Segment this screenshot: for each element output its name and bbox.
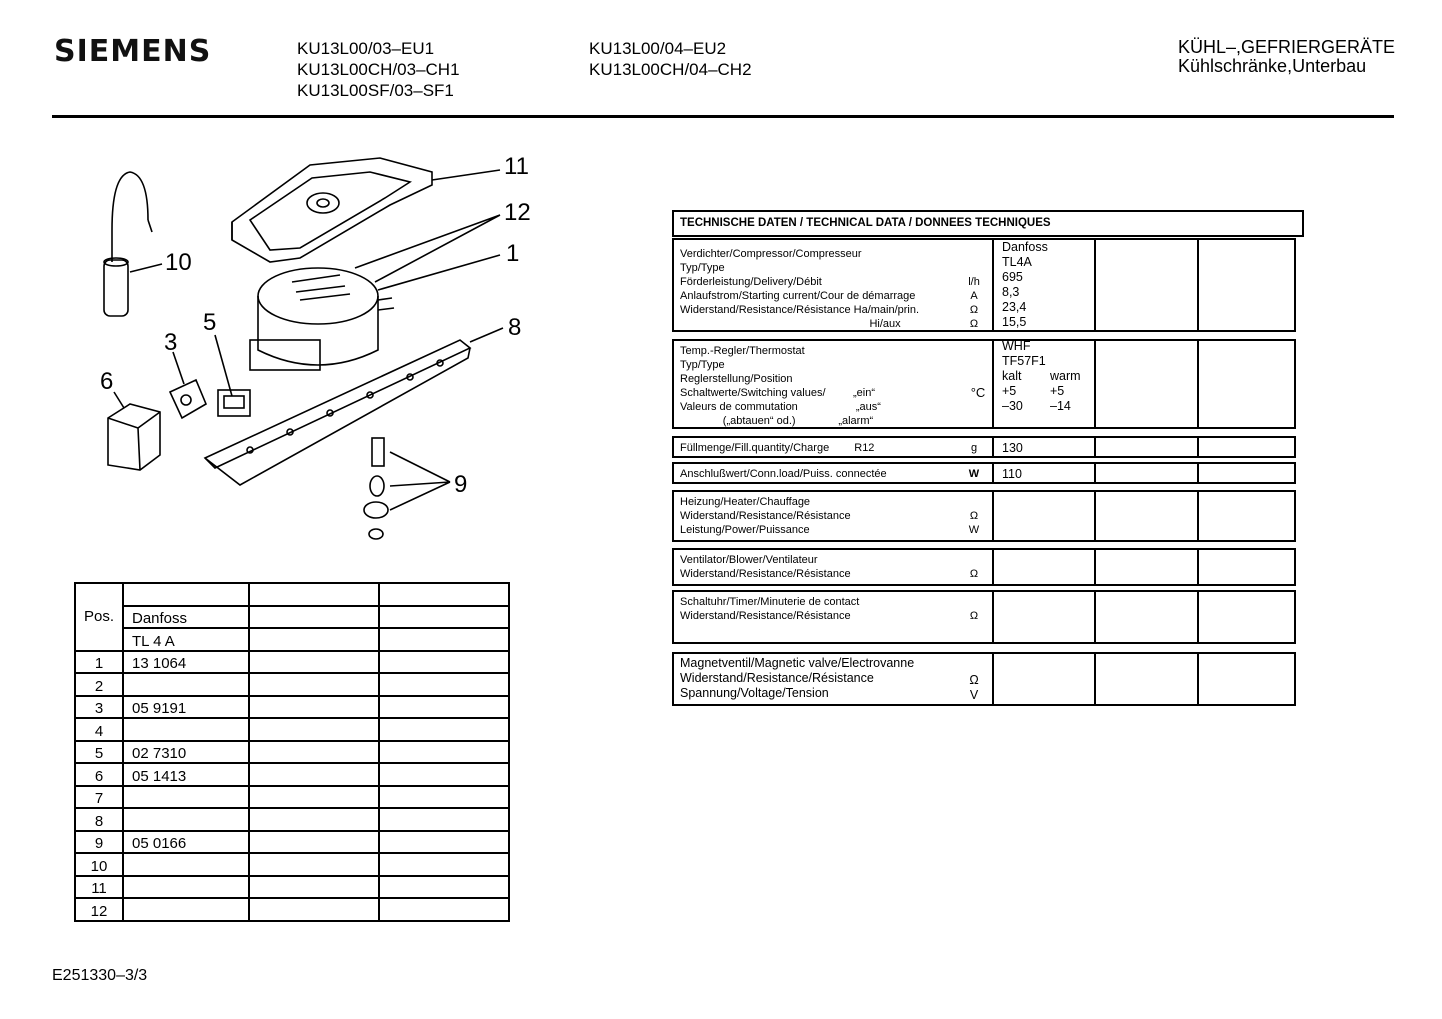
timer-block (672, 590, 1296, 644)
table-cell (249, 786, 379, 809)
table-cell (249, 718, 379, 741)
label-text: Füllmenge/Fill.quantity/Charge (680, 442, 830, 454)
unit: W (968, 468, 980, 480)
callout-label: 8 (508, 314, 522, 341)
column-divider (1094, 654, 1096, 704)
overload-protector-part (218, 390, 250, 416)
table-cell (379, 853, 509, 876)
unit: Ω (969, 673, 979, 687)
column-divider (992, 550, 994, 584)
label-text: Anschlußwert/Conn.load/Puiss. connectée (680, 468, 887, 480)
column-divider (992, 341, 994, 427)
label-text: Schaltuhr/Timer/Minuterie de contact (680, 596, 860, 608)
table-row (75, 831, 509, 854)
charge-block (672, 436, 1296, 458)
callout-label: 9 (454, 471, 468, 498)
column-divider (992, 438, 994, 456)
thermostat-values (1002, 339, 1081, 414)
table-cell (249, 696, 379, 719)
label-text: Schaltwerte/Switching values/ „ein“ (680, 387, 876, 399)
label-text: Widerstand/Resistance/Résistance (680, 510, 851, 522)
table-cell (249, 853, 379, 876)
part-number-cell (123, 673, 249, 696)
category (1178, 38, 1395, 76)
table-row (75, 763, 509, 786)
charge-label (680, 441, 874, 455)
column-divider (1197, 240, 1199, 330)
unit: Ω (969, 304, 979, 316)
document-code: E251330–3/3 (52, 967, 148, 984)
column-divider (1197, 654, 1199, 704)
value: 8,3 (1002, 285, 1020, 299)
callout-label: 3 (164, 329, 178, 356)
timer-labels (680, 595, 859, 623)
label-text: Valeurs de commutation „aus“ (680, 401, 881, 413)
connected-load-block (672, 462, 1296, 484)
value: TF57F1 (1002, 354, 1046, 368)
model-list-2 (589, 38, 752, 80)
pos-cell: 8 (75, 808, 123, 831)
unit: Ω (969, 318, 979, 330)
brand-cell: Danfoss (123, 606, 249, 629)
model-list-1 (297, 38, 460, 101)
brand-logo: SIEMENS (54, 34, 212, 69)
pos-cell: 12 (75, 898, 123, 921)
table-cell (379, 898, 509, 921)
unit: W (968, 524, 980, 536)
table-row (75, 651, 509, 674)
table-cell (123, 583, 249, 606)
column-divider (1197, 550, 1199, 584)
table-cell (249, 763, 379, 786)
label-text: Widerstand/Resistance/Résistance Ha/main/prin. (680, 304, 920, 316)
column-divider (1094, 592, 1096, 642)
table-cell (249, 808, 379, 831)
relay-part (170, 380, 206, 418)
label-text: Widerstand/Resistance/Résistance (680, 610, 851, 622)
label-text: Widerstand/Resistance/Résistance (680, 671, 874, 685)
column-divider (1197, 438, 1199, 456)
label-text: Magnetventil/Magnetic valve/Electrovanne (680, 656, 915, 670)
table-cell (379, 718, 509, 741)
value-pair (1002, 369, 1081, 384)
part-number-cell: 05 0166 (123, 831, 249, 854)
pos-cell: 1 (75, 651, 123, 674)
value: –30 (1002, 399, 1023, 413)
pos-cell: 3 (75, 696, 123, 719)
label-text: Widerstand/Resistance/Résistance (680, 568, 851, 580)
part-number-cell (123, 898, 249, 921)
drip-tray-part (232, 158, 432, 262)
unit-column (964, 509, 984, 537)
part-number-cell (123, 853, 249, 876)
table-cell (249, 673, 379, 696)
terminal-cover-part (108, 404, 160, 470)
label-text: Verdichter/Compressor/Compresseur (680, 248, 862, 260)
table-cell (249, 628, 379, 651)
table-row (75, 786, 509, 809)
parts-rows (75, 651, 509, 921)
label-text: Heizung/Heater/Chauffage (680, 496, 811, 508)
unit-column (964, 275, 984, 331)
unit: V (969, 688, 979, 702)
table-cell (249, 651, 379, 674)
thermostat-block (672, 339, 1296, 429)
value-pair (1002, 384, 1081, 399)
pos-cell: 5 (75, 741, 123, 764)
column-divider (1197, 492, 1199, 540)
table-row (75, 898, 509, 921)
unit-column (964, 673, 984, 703)
mounting-hardware-part (364, 438, 388, 539)
value: 695 (1002, 270, 1023, 284)
refrigerant: R12 (854, 442, 875, 454)
table-cell (249, 831, 379, 854)
pos-cell: 10 (75, 853, 123, 876)
label-text: Förderleistung/Delivery/Débit (680, 276, 822, 288)
pos-header: Pos. (75, 583, 123, 651)
value: –14 (1050, 399, 1071, 413)
capacitor-part (104, 172, 152, 316)
table-cell (379, 763, 509, 786)
column-divider (1197, 464, 1199, 482)
compressor-labels (680, 247, 919, 331)
table-cell (379, 606, 509, 629)
value: 130 (1002, 441, 1023, 455)
value: WHF (1002, 339, 1031, 353)
unit: A (970, 290, 978, 302)
model-number: KU13L00CH/04–CH2 (589, 60, 752, 79)
header-divider (52, 115, 1394, 118)
category-line-1: KÜHL–,GEFRIERGERÄTE (1178, 37, 1396, 57)
column-divider (992, 240, 994, 330)
value: TL4A (1002, 255, 1032, 269)
compressor-part (250, 268, 394, 370)
column-divider (1197, 592, 1199, 642)
callout-label: 10 (165, 249, 192, 276)
mounting-rail-part (205, 340, 470, 485)
compressor-block (672, 238, 1296, 332)
column-divider (992, 492, 994, 540)
tech-data-title: TECHNISCHE DATEN / TECHNICAL DATA / DONNEES TECHNIQUES (672, 210, 1304, 237)
column-divider (1197, 341, 1199, 427)
model-number: KU13L00/03–EU1 (297, 39, 435, 58)
callout-label: 6 (100, 368, 114, 395)
part-number-cell: 13 1064 (123, 651, 249, 674)
column-divider (1094, 464, 1096, 482)
column-divider (992, 654, 994, 704)
column-divider (1094, 550, 1096, 584)
table-cell (379, 831, 509, 854)
category-line-2: Kühlschränke,Unterbau (1178, 56, 1367, 76)
table-cell (249, 583, 379, 606)
unit: g (970, 442, 978, 454)
part-number-cell (123, 808, 249, 831)
table-cell (379, 583, 509, 606)
table-row (75, 853, 509, 876)
value: +5 (1050, 384, 1065, 398)
table-cell (249, 741, 379, 764)
label-text: Typ/Type (680, 359, 725, 371)
pos-cell: 6 (75, 763, 123, 786)
column-divider (1094, 240, 1096, 330)
exploded-parts-diagram (90, 150, 550, 550)
column-divider (1094, 492, 1096, 540)
value: 110 (1002, 467, 1022, 481)
table-row (75, 876, 509, 899)
value: Danfoss (1002, 240, 1048, 254)
table-row (75, 808, 509, 831)
pos-cell: 11 (75, 876, 123, 899)
column-divider (992, 464, 994, 482)
model-number: KU13L00/04–EU2 (589, 39, 727, 58)
label-text: Temp.-Regler/Thermostat (680, 345, 805, 357)
value: 23,4 (1002, 300, 1027, 314)
label-text: Reglerstellung/Position (680, 373, 793, 385)
valve-labels (680, 656, 914, 701)
part-number-cell: 05 1413 (123, 763, 249, 786)
table-cell (379, 741, 509, 764)
callout-label: 5 (203, 309, 217, 336)
parts-table (74, 582, 510, 922)
label-text: Typ/Type (680, 262, 725, 274)
table-cell (379, 628, 509, 651)
part-number-cell: 02 7310 (123, 741, 249, 764)
table-cell (379, 696, 509, 719)
value: +5 (1002, 384, 1017, 398)
pos-cell: 9 (75, 831, 123, 854)
table-cell (249, 876, 379, 899)
blower-block (672, 548, 1296, 586)
model-number: KU13L00CH/03–CH1 (297, 60, 460, 79)
magnetic-valve-block (672, 652, 1296, 706)
value: kalt (1002, 369, 1022, 383)
label-text: Spannung/Voltage/Tension (680, 686, 829, 700)
label-text: Hi/aux (680, 318, 901, 330)
table-row (75, 741, 509, 764)
part-number-cell: 05 9191 (123, 696, 249, 719)
pos-cell: 7 (75, 786, 123, 809)
column-divider (1094, 341, 1096, 427)
heater-block (672, 490, 1296, 542)
blower-labels (680, 553, 851, 581)
label-text: Leistung/Power/Puissance (680, 524, 810, 536)
pos-cell: 2 (75, 673, 123, 696)
value-pair (1002, 399, 1081, 414)
unit: Ω (969, 610, 979, 622)
table-row (75, 673, 509, 696)
table-cell (379, 651, 509, 674)
table-cell (379, 808, 509, 831)
callout-label: 12 (504, 199, 531, 226)
unit: Ω (969, 568, 979, 580)
part-number-cell (123, 876, 249, 899)
label-text: („abtauen“ od.) „alarm“ (680, 415, 874, 427)
type-cell: TL 4 A (123, 628, 249, 651)
compressor-values (1002, 240, 1048, 330)
label-text: Anlaufstrom/Starting current/Cour de démarrage (680, 290, 916, 302)
table-cell (249, 606, 379, 629)
table-cell (379, 786, 509, 809)
model-number: KU13L00SF/03–SF1 (297, 81, 454, 100)
callout-label: 11 (504, 153, 529, 180)
value: 15,5 (1002, 315, 1027, 329)
label-text: Ventilator/Blower/Ventilateur (680, 554, 818, 566)
table-cell (249, 898, 379, 921)
part-number-cell (123, 718, 249, 741)
table-row (75, 718, 509, 741)
unit: °C (970, 385, 986, 400)
unit: l/h (968, 276, 980, 288)
table-row (75, 696, 509, 719)
column-divider (1094, 438, 1096, 456)
pos-cell: 4 (75, 718, 123, 741)
unit: Ω (969, 510, 979, 522)
callout-label: 1 (506, 240, 520, 267)
table-cell (379, 673, 509, 696)
part-number-cell (123, 786, 249, 809)
thermostat-labels (680, 344, 881, 428)
value: warm (1050, 369, 1081, 383)
table-cell (379, 876, 509, 899)
column-divider (992, 592, 994, 642)
heater-labels (680, 495, 851, 537)
